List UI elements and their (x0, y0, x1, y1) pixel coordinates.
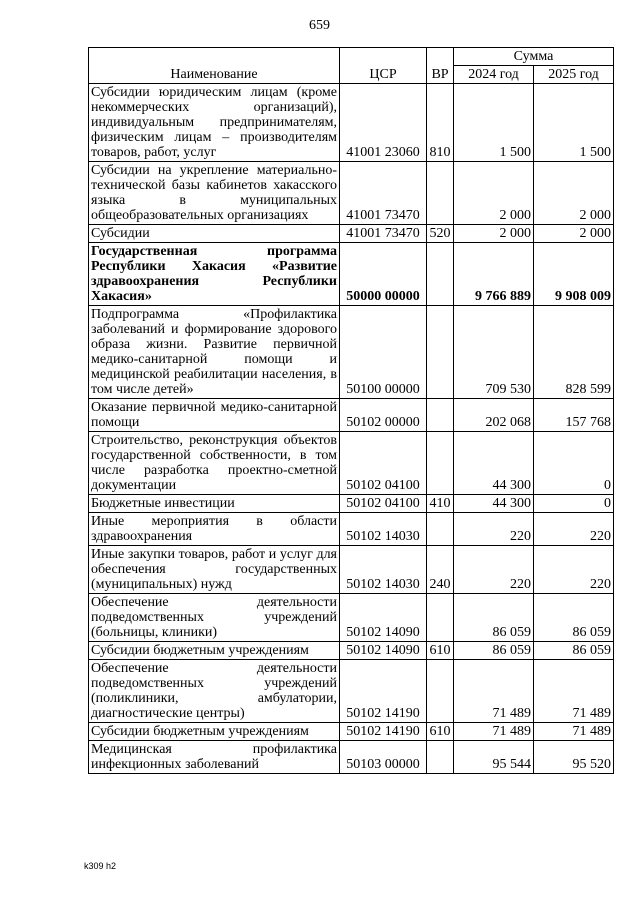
row-vr (427, 243, 454, 306)
row-csr: 50102 00000 (340, 399, 427, 432)
row-csr: 50102 04100 (340, 495, 427, 513)
row-sum-2024: 220 (454, 546, 534, 594)
table-row (89, 723, 614, 741)
header-vr: ВР (427, 48, 454, 84)
row-csr: 41001 23060 (340, 84, 427, 162)
table-row (89, 741, 614, 774)
table-row (89, 399, 614, 432)
row-name: Иные закупки товаров, работ и услуг для обеспечения государственных (муниципальных) нужд (89, 546, 340, 594)
row-sum-2024: 9 766 889 (454, 243, 534, 306)
row-csr: 41001 73470 (340, 162, 427, 225)
header-year-2025: 2025 год (534, 66, 614, 84)
row-sum-2025: 2 000 (534, 225, 614, 243)
table-body (89, 84, 614, 774)
row-name: Оказание первичной медико-санитарной помощи (89, 399, 340, 432)
row-csr: 50100 00000 (340, 306, 427, 399)
row-name: Иные мероприятия в области здравоохранения (89, 513, 340, 546)
row-csr: 50102 14030 (340, 546, 427, 594)
row-vr: 810 (427, 84, 454, 162)
table-row (89, 306, 614, 399)
row-sum-2025: 157 768 (534, 399, 614, 432)
row-vr (427, 162, 454, 225)
header-name: Наименование (89, 48, 340, 84)
table-row (89, 642, 614, 660)
row-csr: 50102 14190 (340, 660, 427, 723)
row-csr: 50102 14090 (340, 594, 427, 642)
row-vr (427, 513, 454, 546)
row-sum-2024: 71 489 (454, 660, 534, 723)
row-csr: 50102 14030 (340, 513, 427, 546)
row-sum-2025: 220 (534, 513, 614, 546)
footer-code: k309 h2 (84, 861, 117, 871)
row-vr (427, 399, 454, 432)
row-sum-2024: 1 500 (454, 84, 534, 162)
row-name: Субсидии юридическим лицам (кроме некоммерческих организаций), индивидуальным предпринимателям, физическим лицам – производителям товаров, работ, услуг (89, 84, 340, 162)
row-vr (427, 432, 454, 495)
row-sum-2025: 1 500 (534, 84, 614, 162)
row-sum-2025: 71 489 (534, 723, 614, 741)
table-row (89, 225, 614, 243)
row-csr: 50000 00000 (340, 243, 427, 306)
row-name: Субсидии (89, 225, 340, 243)
header-sum: Сумма (454, 48, 614, 66)
row-name: Субсидии бюджетным учреждениям (89, 642, 340, 660)
row-sum-2025: 95 520 (534, 741, 614, 774)
table-row (89, 660, 614, 723)
row-sum-2025: 9 908 009 (534, 243, 614, 306)
row-sum-2024: 86 059 (454, 642, 534, 660)
table-row (89, 162, 614, 225)
table-header-row (89, 48, 614, 66)
table-row (89, 495, 614, 513)
page-number: 659 (309, 18, 330, 33)
row-sum-2025: 0 (534, 495, 614, 513)
row-vr (427, 741, 454, 774)
row-sum-2025: 0 (534, 432, 614, 495)
row-name: Строительство, реконструкция объектов государственной собственности, в том числе разработка проектно-сметной документации (89, 432, 340, 495)
row-sum-2024: 86 059 (454, 594, 534, 642)
row-csr: 50102 04100 (340, 432, 427, 495)
header-year-2024: 2024 год (454, 66, 534, 84)
row-name: Государственная программа Республики Хакасия «Развитие здравоохранения Республики Хакасия» (89, 243, 340, 306)
row-sum-2024: 709 530 (454, 306, 534, 399)
table-row (89, 546, 614, 594)
table-row (89, 243, 614, 306)
row-sum-2025: 86 059 (534, 642, 614, 660)
row-sum-2024: 44 300 (454, 432, 534, 495)
row-csr: 50102 14190 (340, 723, 427, 741)
row-vr: 240 (427, 546, 454, 594)
row-sum-2024: 220 (454, 513, 534, 546)
row-sum-2025: 828 599 (534, 306, 614, 399)
row-sum-2024: 44 300 (454, 495, 534, 513)
row-name: Бюджетные инвестиции (89, 495, 340, 513)
row-vr (427, 594, 454, 642)
row-csr: 50102 14090 (340, 642, 427, 660)
row-name: Обеспечение деятельности подведомственных учреждений (поликлиники, амбулатории, диагностические центры) (89, 660, 340, 723)
row-sum-2024: 2 000 (454, 225, 534, 243)
row-sum-2025: 86 059 (534, 594, 614, 642)
row-sum-2024: 71 489 (454, 723, 534, 741)
row-sum-2024: 202 068 (454, 399, 534, 432)
row-name: Медицинская профилактика инфекционных заболеваний (89, 741, 340, 774)
row-vr: 520 (427, 225, 454, 243)
row-sum-2024: 95 544 (454, 741, 534, 774)
row-vr (427, 660, 454, 723)
row-sum-2025: 2 000 (534, 162, 614, 225)
row-name: Субсидии на укрепление материально-технической базы кабинетов хакасского языка в муниципальных общеобразовательных организациях (89, 162, 340, 225)
table-row (89, 84, 614, 162)
row-vr: 410 (427, 495, 454, 513)
header-csr: ЦСР (340, 48, 427, 84)
row-csr: 41001 73470 (340, 225, 427, 243)
row-vr (427, 306, 454, 399)
table-row (89, 513, 614, 546)
row-name: Подпрограмма «Профилактика заболеваний и формирование здорового образа жизни. Развитие первичной медико-санитарной помощи и медицинской реабилитации населения, в том числе детей» (89, 306, 340, 399)
table-row (89, 432, 614, 495)
budget-table (88, 47, 614, 774)
row-sum-2025: 220 (534, 546, 614, 594)
table-row (89, 594, 614, 642)
row-name: Субсидии бюджетным учреждениям (89, 723, 340, 741)
row-sum-2025: 71 489 (534, 660, 614, 723)
row-name: Обеспечение деятельности подведомственных учреждений (больницы, клиники) (89, 594, 340, 642)
row-vr: 610 (427, 642, 454, 660)
row-vr: 610 (427, 723, 454, 741)
row-sum-2024: 2 000 (454, 162, 534, 225)
row-csr: 50103 00000 (340, 741, 427, 774)
